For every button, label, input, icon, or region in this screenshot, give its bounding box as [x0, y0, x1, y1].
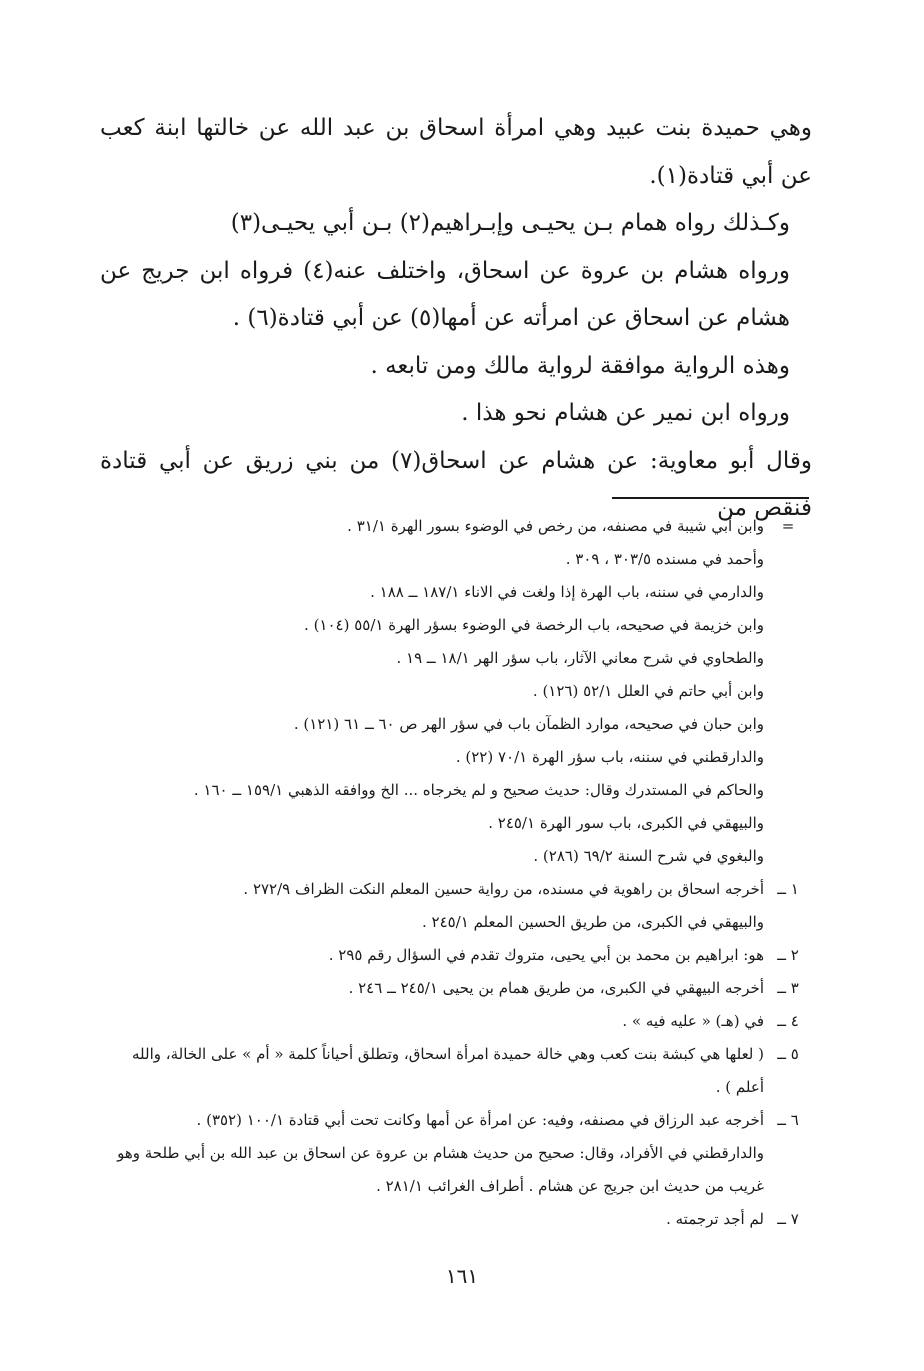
- footnote-mark: ٣ ــ: [777, 979, 799, 997]
- footnote-line: [100, 510, 812, 543]
- footnote-text: وابن أبي شيبة في مصنفه، من رخص في الوضوء بسور الهرة ٣١/١ .: [347, 517, 764, 535]
- footnote-mark: [764, 807, 812, 840]
- footnote-mark: ١ ــ: [777, 880, 799, 898]
- footnote-text: في (هـ) « عليه فيه » .: [622, 1012, 764, 1030]
- footnote-mark: ٥ ــ: [777, 1045, 799, 1063]
- footnote-mark: =: [781, 517, 795, 535]
- footnote-line: [100, 807, 812, 840]
- footnote-text: أخرجه عبد الرزاق في مصنفه، وفيه: عن امرأة عن أمها وكانت تحت أبي قتادة ١٠٠/١ (٣٥٢) .: [196, 1111, 764, 1129]
- footnote-mark: [764, 543, 812, 576]
- footnote-mark: ٢ ــ: [777, 946, 799, 964]
- page-number: ١٦١: [445, 1264, 479, 1288]
- footnote-mark: [764, 840, 812, 873]
- paragraph-1: وهي حميدة بنت عبيد وهي امرأة اسحاق بن عبد الله عن خالتها ابنة كعب عن أبي قتادة(١).: [100, 115, 812, 189]
- footnote-line: [100, 708, 812, 741]
- footnote-text: أخرجه البيهقي في الكبرى، من طريق همام بن يحيى ٢٤٥/١ ــ ٢٤٦ .: [348, 979, 764, 997]
- footnote-mark: [764, 675, 812, 708]
- footnote-text: والبيهقي في الكبرى، باب سور الهرة ٢٤٥/١ .: [488, 814, 764, 832]
- footnote-line: [100, 741, 812, 774]
- footnote-text: وابن أبي حاتم في العلل ٥٢/١ (١٢٦) .: [532, 682, 764, 700]
- footnote-text: والدارقطني في الأفراد، وقال: صحيح من حديث هشام بن عروة عن اسحاق بن عبد الله بن أبي طلحة وهو غريب من حديث ابن جريج عن هشام . أطراف الغرائب ٢٨١/١ .: [117, 1144, 764, 1195]
- footnote-line: [100, 972, 812, 1005]
- footnote-line: [100, 609, 812, 642]
- paragraph-2: وكـذلك رواه همام بـن يحيـى وإبـراهيم(٢) بـن أبي يحيـى(٣): [230, 210, 790, 236]
- footnote-text: لم أجد ترجمته .: [666, 1210, 764, 1228]
- footnote-mark: [764, 1137, 812, 1203]
- footnote-mark: ٤ ــ: [777, 1012, 799, 1030]
- main-text: [100, 105, 812, 533]
- footnote-text: ( لعلها هي كبشة بنت كعب وهي خالة حميدة امرأة اسحاق، وتطلق أحياناً كلمة « أم » على الخالة، والله أعلم ) .: [132, 1045, 764, 1096]
- footnote-text: أخرجه اسحاق بن راهوية في مسنده، من رواية حسين المعلم النكت الظراف ٢٧٢/٩ .: [243, 880, 764, 898]
- footnote-text: والبيهقي في الكبرى، من طريق الحسين المعلم ٢٤٥/١ .: [421, 913, 764, 931]
- paragraph-4: وهذه الرواية موافقة لرواية مالك ومن تابعه .: [370, 352, 790, 379]
- footnote-text: والحاكم في المستدرك وقال: حديث صحيح و لم يخرجاه ... الخ ووافقه الذهبي ١٥٩/١ ــ ١٦٠ .: [193, 781, 764, 799]
- footnote-line: [100, 840, 812, 873]
- footnotes: [100, 510, 812, 1236]
- footnote-line: [100, 939, 812, 972]
- footnote-mark: [764, 708, 812, 741]
- footnote-line: [100, 576, 812, 609]
- footnote-line: [100, 543, 812, 576]
- footnote-text: والطحاوي في شرح معاني الآثار، باب سؤر الهر ١٨/١ ــ ١٩ .: [396, 649, 764, 667]
- footnote-mark: [764, 906, 812, 939]
- footnote-mark: [764, 576, 812, 609]
- footnote-mark: [764, 774, 812, 807]
- footnote-text: والبغوي في شرح السنة ٦٩/٢ (٢٨٦) .: [533, 847, 764, 865]
- footnote-mark: [764, 609, 812, 642]
- footnote-text: والدارمي في سننه، باب الهرة إذا ولغت في الاناء ١٨٧/١ ــ ١٨٨ .: [370, 583, 764, 601]
- footnote-text: وأحمد في مسنده ٣٠٣/٥ ، ٣٠٩ .: [565, 550, 764, 568]
- footnote-text: والدارقطني في سننه، باب سؤر الهرة ٧٠/١ (٢٢) .: [455, 748, 764, 766]
- footnote-mark: ٦ ــ: [777, 1111, 799, 1129]
- paragraph-5: ورواه ابن نمير عن هشام نحو هذا .: [461, 400, 790, 426]
- footnote-line: [100, 675, 812, 708]
- footnote-separator: [612, 497, 809, 499]
- footnote-line: [100, 1038, 812, 1104]
- footnote-line: [100, 1005, 812, 1038]
- paragraph-3: ورواه هشام بن عروة عن اسحاق، واختلف عنه(٤) فرواه ابن جريج عن هشام عن اسحاق عن امرأته عن أمها(٥) عن أبي قتادة(٦) .: [100, 257, 790, 331]
- footnote-line: [100, 906, 812, 939]
- footnote-mark: ٧ ــ: [777, 1210, 799, 1228]
- footnote-mark: [764, 642, 812, 675]
- footnote-line: [100, 642, 812, 675]
- paragraph-6: وقال أبو معاوية: عن هشام عن اسحاق(٧) من بني زريق عن أبي قتادة فنقص من: [100, 447, 812, 521]
- footnote-line: [100, 1203, 812, 1236]
- footnote-line: [100, 1137, 812, 1203]
- footnote-line: [100, 774, 812, 807]
- footnote-text: هو: ابراهيم بن محمد بن أبي يحيى، متروك تقدم في السؤال رقم ٢٩٥ .: [328, 946, 764, 964]
- footnote-mark: [764, 741, 812, 774]
- footnote-line: [100, 873, 812, 906]
- footnote-text: وابن خزيمة في صحيحه، باب الرخصة في الوضوء بسؤر الهرة ٥٥/١ (١٠٤) .: [304, 616, 764, 634]
- footnote-line: [100, 1104, 812, 1137]
- footnote-text: وابن حبان في صحيحه، موارد الظمآن باب في سؤر الهر ص ٦٠ ــ ٦١ (١٢١) .: [293, 715, 764, 733]
